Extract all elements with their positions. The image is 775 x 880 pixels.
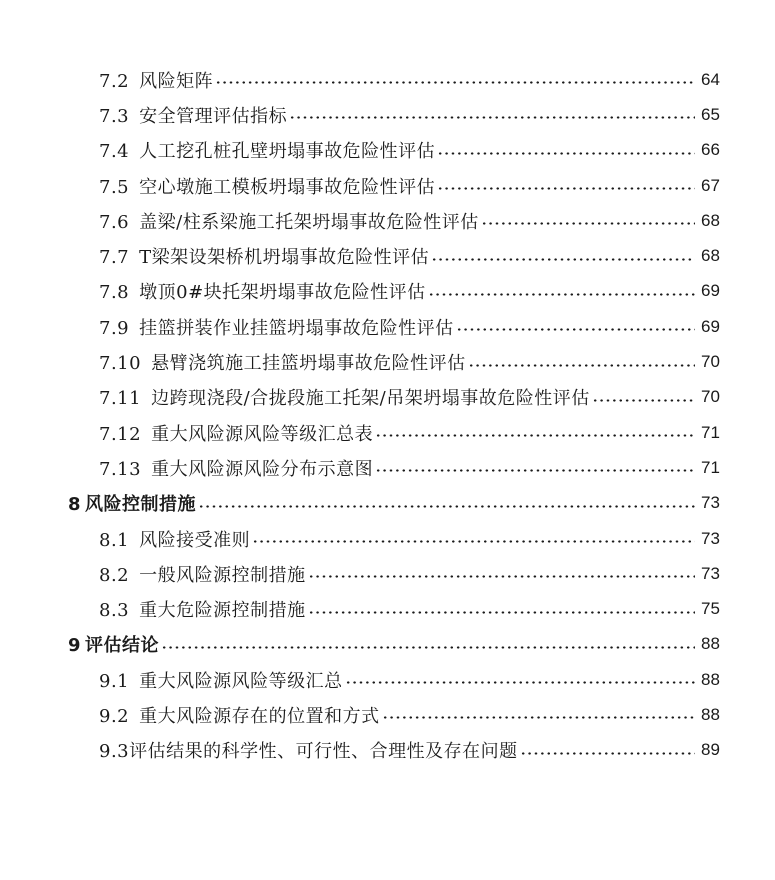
toc-entry-title — [99, 455, 375, 481]
toc-entry[interactable] — [0, 62, 775, 97]
toc-entry-title — [99, 208, 481, 234]
toc-entry-text: 评估结果的科学性、可行性、合理性及存在问题 — [129, 741, 518, 763]
toc-entry[interactable] — [0, 450, 775, 485]
toc-entry-page: 69 — [701, 316, 720, 336]
toc-entry[interactable] — [0, 662, 775, 697]
toc-entry-page: 70 — [701, 352, 720, 372]
toc-entry-text: 边跨现浇段/合拢段施工托架/吊架坍塌事故危险性评估 — [151, 388, 590, 410]
toc-entry-number: 7.6 — [99, 211, 130, 233]
toc-entry[interactable] — [0, 203, 775, 238]
toc-entry-number: 9.2 — [99, 705, 130, 727]
toc-entry-title — [99, 137, 437, 163]
toc-entry-text: 重大危险源控制措施 — [139, 600, 306, 622]
toc-entry[interactable] — [0, 133, 775, 168]
toc-entry-number: 7.5 — [99, 176, 130, 198]
toc-chapter-number: 9 — [68, 635, 82, 657]
toc-entry[interactable] — [0, 697, 775, 732]
toc-chapter-title — [68, 631, 161, 657]
toc-entry-title — [99, 243, 431, 269]
toc-entry-title — [99, 737, 520, 763]
toc-entry-page: 89 — [701, 740, 720, 760]
toc-chapter-title — [68, 490, 198, 516]
dot-leader — [428, 293, 695, 296]
toc-chapter-page: 88 — [701, 634, 720, 654]
toc-entry-page: 88 — [701, 704, 720, 724]
toc-entry-title — [99, 173, 437, 199]
dot-leader — [198, 505, 695, 508]
toc-entry-number: 7.4 — [99, 141, 130, 163]
toc-entry-number: 7.8 — [99, 282, 130, 304]
dot-leader — [289, 116, 695, 119]
dot-leader — [456, 328, 695, 331]
dot-leader — [375, 434, 695, 437]
toc-entry-number: 8.1 — [99, 529, 130, 551]
toc-entry-text: 墩顶0#块托架坍塌事故危险性评估 — [139, 282, 426, 304]
toc-entry-text: 风险矩阵 — [139, 70, 214, 92]
toc-entry-title — [99, 278, 428, 304]
toc-entry-page: 67 — [701, 175, 720, 195]
toc-entry-text: 风险接受准则 — [139, 529, 251, 551]
dot-leader — [252, 540, 695, 543]
toc-entry-page: 88 — [701, 669, 720, 689]
toc-entry-text: 空心墩施工模板坍塌事故危险性评估 — [139, 176, 436, 198]
toc-entry-text: 重大风险源风险等级汇总表 — [151, 423, 374, 445]
toc-entry-number: 7.9 — [99, 317, 130, 339]
table-of-contents — [0, 62, 775, 768]
toc-entry[interactable] — [0, 238, 775, 273]
toc-entry-number: 8.3 — [99, 600, 130, 622]
toc-entry[interactable] — [0, 309, 775, 344]
toc-entry-text: 重大风险源风险等级汇总 — [139, 670, 343, 692]
toc-entry-title — [99, 420, 375, 446]
toc-entry-page: 68 — [701, 210, 720, 230]
toc-entry[interactable] — [0, 733, 775, 768]
toc-entry-text: 人工挖孔桩孔壁坍塌事故危险性评估 — [139, 141, 436, 163]
toc-entry[interactable] — [0, 521, 775, 556]
toc-entry-title — [99, 67, 215, 93]
toc-entry-page: 75 — [701, 599, 720, 619]
dot-leader — [437, 187, 695, 190]
toc-entry-page: 64 — [701, 69, 720, 89]
toc-entry-page: 69 — [701, 281, 720, 301]
toc-entry-title — [99, 349, 468, 375]
toc-chapter-text: 风险控制措施 — [85, 494, 197, 516]
toc-chapter-text: 评估结论 — [85, 635, 160, 657]
toc-entry-page: 73 — [701, 528, 720, 548]
dot-leader — [382, 716, 695, 719]
toc-entry-page: 70 — [701, 387, 720, 407]
toc-chapter[interactable] — [0, 486, 775, 521]
dot-leader — [468, 364, 695, 367]
toc-entry-number: 7.7 — [99, 247, 130, 269]
dot-leader — [161, 646, 695, 649]
toc-entry-number: 7.13 — [99, 458, 142, 480]
toc-entry-title — [99, 384, 592, 410]
toc-entry-number: 7.3 — [99, 105, 130, 127]
toc-entry-title — [99, 526, 252, 552]
toc-entry-page: 66 — [701, 140, 720, 160]
toc-entry-title — [99, 702, 382, 728]
toc-entry-text: 安全管理评估指标 — [139, 105, 288, 127]
toc-entry[interactable] — [0, 591, 775, 626]
dot-leader — [215, 81, 695, 84]
toc-chapter-number: 8 — [68, 494, 82, 516]
toc-entry-number: 9.1 — [99, 670, 130, 692]
toc-entry-page: 71 — [701, 422, 720, 442]
dot-leader — [592, 399, 695, 402]
toc-entry-page: 71 — [701, 457, 720, 477]
toc-entry-number: 7.10 — [99, 353, 142, 375]
toc-entry-number: 7.12 — [99, 423, 142, 445]
dot-leader — [308, 611, 695, 614]
toc-entry[interactable] — [0, 415, 775, 450]
toc-chapter-page: 73 — [701, 493, 720, 513]
toc-entry-title — [99, 314, 456, 340]
toc-entry[interactable] — [0, 274, 775, 309]
toc-entry-number: 7.2 — [99, 70, 130, 92]
toc-entry-number: 9.3 — [99, 741, 130, 763]
toc-entry[interactable] — [0, 344, 775, 379]
toc-entry-text: 挂篮拼装作业挂篮坍塌事故危险性评估 — [139, 317, 454, 339]
dot-leader — [431, 258, 695, 261]
toc-entry-title — [99, 596, 308, 622]
toc-chapter[interactable] — [0, 627, 775, 662]
toc-entry-page: 68 — [701, 246, 720, 266]
toc-entry-number: 8.2 — [99, 564, 130, 586]
dot-leader — [345, 681, 695, 684]
dot-leader — [481, 222, 695, 225]
toc-entry-title — [99, 561, 308, 587]
toc-entry-page: 73 — [701, 563, 720, 583]
toc-entry[interactable] — [0, 97, 775, 132]
dot-leader — [520, 752, 695, 755]
toc-entry-text: T梁架设架桥机坍塌事故危险性评估 — [139, 247, 430, 269]
toc-entry-text: 一般风险源控制措施 — [139, 564, 306, 586]
toc-entry-text: 重大风险源风险分布示意图 — [151, 458, 374, 480]
dot-leader — [308, 575, 695, 578]
dot-leader — [437, 152, 695, 155]
toc-entry-text: 盖梁/柱系梁施工托架坍塌事故危险性评估 — [139, 211, 479, 233]
toc-entry-title — [99, 102, 289, 128]
toc-entry-number: 7.11 — [99, 388, 142, 410]
toc-entry-title — [99, 667, 345, 693]
toc-entry[interactable] — [0, 168, 775, 203]
toc-entry-text: 重大风险源存在的位置和方式 — [139, 705, 380, 727]
toc-entry-page: 65 — [701, 104, 720, 124]
toc-entry-text: 悬臂浇筑施工挂篮坍塌事故危险性评估 — [151, 353, 466, 375]
toc-entry[interactable] — [0, 556, 775, 591]
dot-leader — [375, 469, 695, 472]
toc-entry[interactable] — [0, 380, 775, 415]
